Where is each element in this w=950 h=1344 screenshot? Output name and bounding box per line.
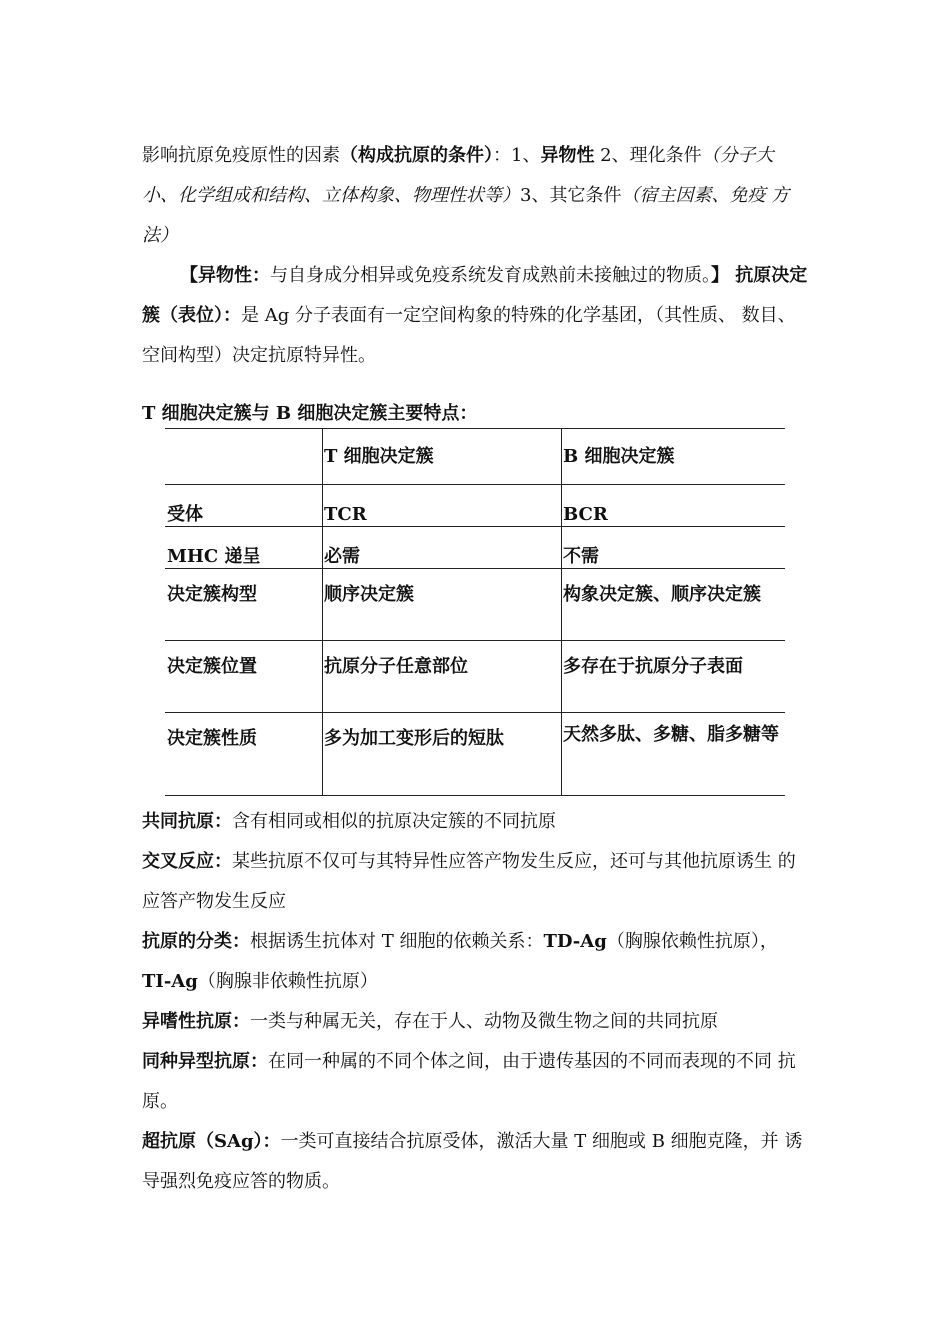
table-rule [165,640,785,641]
table-cell: 多为加工变形后的短肽 [324,728,504,749]
table-cell: 受体 [167,504,203,525]
table-header-cell: T 细胞决定簇 [324,446,434,467]
table-cell: 多存在于抗原分子表面 [563,656,743,677]
heterophile-antigen-definition: 异嗜性抗原：一类与种属无关，存在于人、动物及微生物之间的共同抗原 [142,1011,718,1032]
table-title: T 细胞决定簇与 B 细胞决定簇主要特点： [142,403,478,424]
table-cell: 决定簇构型 [167,584,257,605]
table-cell: 抗原分子任意部位 [324,656,468,677]
table-cell: MHC 递呈 [167,546,261,567]
table-rule [165,428,785,429]
table-cell: 必需 [324,546,360,567]
table-rule [165,712,785,713]
table-cell: 顺序决定簇 [324,584,414,605]
table-col-divider [561,428,562,795]
table-col-divider [322,428,323,795]
cross-reaction-definition: 交叉反应：某些抗原不仅可与其特异性应答产物发生反应，还可与其他抗原诱生 的应答产物发生反应 [142,851,796,912]
foreignness-epitope-paragraph: 【异物性：与自身成分相异或免疫系统发育成熟前未接触过的物质。】 抗原决定簇（表位）：是 Ag 分子表面有一定空间构象的特殊的化学基团，（其性质、 数目、空间构型）决定抗原特异性。 [142,265,808,366]
superantigen-definition: 超抗原（SAg）：一类可直接结合抗原受体，激活大量 T 细胞或 B 细胞克隆，并 诱导强烈免疫应答的物质。 [142,1131,803,1192]
antigen-factors-paragraph: 影响抗原免疫原性的因素（构成抗原的条件）：1、异物性 2、理化条件（分子大 小、化学组成和结构、立体构象、物理性状等）3、其它条件（宿主因素、免疫 方法） [142,145,790,246]
antigen-classification-definition: 抗原的分类：根据诱生抗体对 T 细胞的依赖关系：TD-Ag（胸腺依赖性抗原）， TI-Ag（胸腺非依赖性抗原） [142,931,778,992]
table-rule [165,484,785,485]
table-cell: 决定簇位置 [167,656,257,677]
table-cell: BCR [563,504,608,525]
table-cell: 不需 [563,546,599,567]
table-header-cell: B 细胞决定簇 [563,446,675,467]
table-rule [165,526,785,527]
table-cell: 天然多肽、多糖、脂多糖等 [563,724,779,745]
table-cell: 构象决定簇、顺序决定簇 [563,584,761,605]
table-rule [165,795,785,796]
common-antigen-definition: 共同抗原：含有相同或相似的抗原决定簇的不同抗原 [142,811,556,832]
table-cell: TCR [324,504,367,525]
table-cell: 决定簇性质 [167,728,257,749]
alloantigen-definition: 同种异型抗原：在同一种属的不同个体之间，由于遗传基因的不同而表现的不同 抗原。 [142,1051,796,1112]
